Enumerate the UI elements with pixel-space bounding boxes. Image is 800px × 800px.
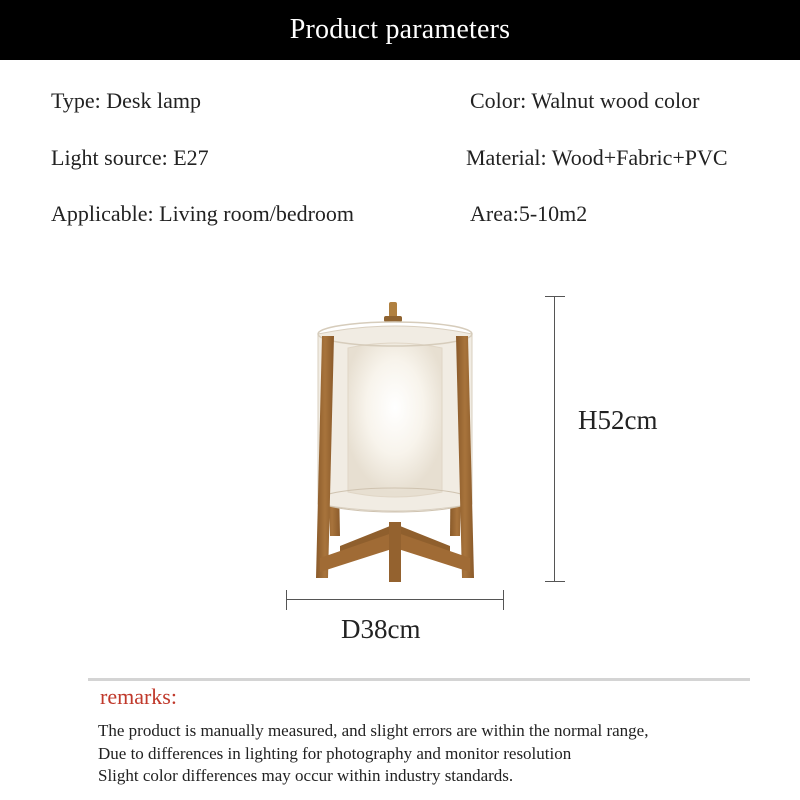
page-header <box>0 0 800 60</box>
lamp-image <box>300 296 490 588</box>
remark-line: Due to differences in lighting for photography and monitor resolution <box>98 744 572 763</box>
param-area: Area:5-10m2 <box>470 201 588 226</box>
remark-line: Slight color differences may occur within industry standards. <box>98 766 514 785</box>
param-applicable: Applicable: Living room/bedroom <box>51 201 355 226</box>
param-type: Type: Desk lamp <box>51 88 201 113</box>
diameter-dimension-line <box>286 590 504 610</box>
param-color: Color: Walnut wood color <box>470 88 700 113</box>
height-label: H52cm <box>578 405 658 435</box>
param-light-source: Light source: E27 <box>51 145 209 170</box>
height-dimension-line <box>545 296 565 582</box>
diameter-label: D38cm <box>341 614 421 644</box>
page-title: Product parameters <box>289 14 511 45</box>
param-material: Material: Wood+Fabric+PVC <box>466 145 728 170</box>
divider <box>88 678 750 681</box>
remarks-title: remarks: <box>100 684 177 709</box>
remark-line: The product is manually measured, and slight errors are within the normal range, <box>98 721 649 740</box>
